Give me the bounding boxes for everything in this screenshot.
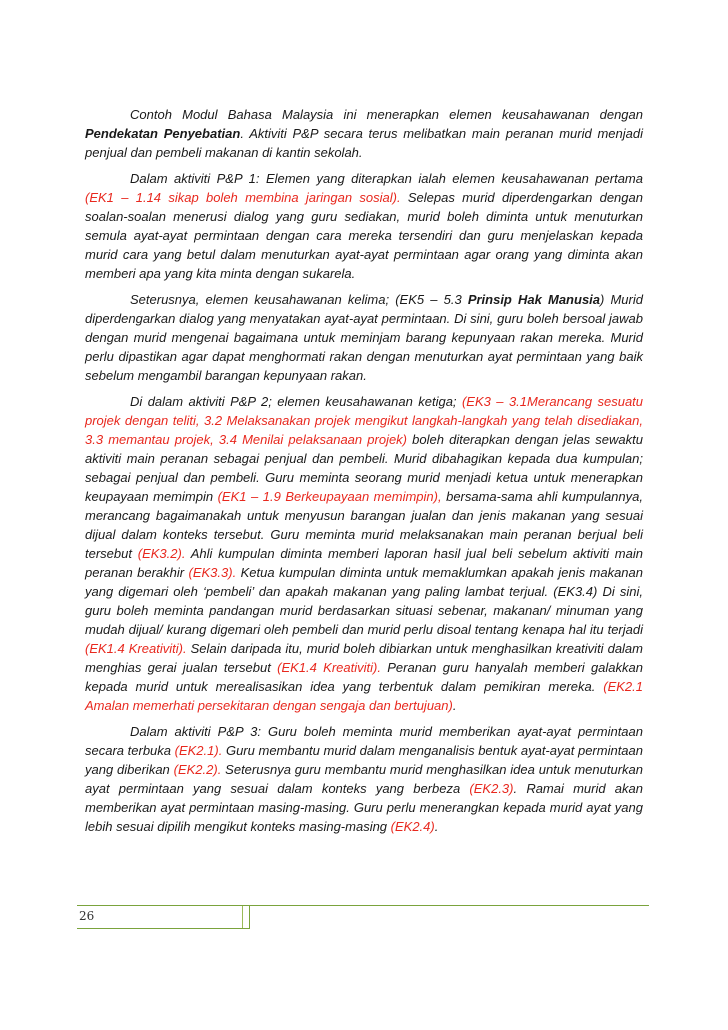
text-run: Selepas murid diperdengarkan dengan soalan-soalan menerusi dialog yang guru sediakan, murid boleh diminta untuk menuturkan semula ayat-ayat permintaan dengan cara mereka tersendiri dan guru menjelaskan kepada murid cara yang betul dalam menuturkan ayat-ayat permintaan agar orang yang diminta akan memberi apa yang kita minta dengan sukarela. (85, 190, 643, 281)
text-run: . Aktiviti P&P secara terus melibatkan main peranan murid menjadi penjual dan pembeli makanan di kantin sekolah. (85, 126, 643, 160)
bold-term: Prinsip Hak Manusia (467, 292, 601, 307)
text-run: Ketua kumpulan diminta untuk memaklumkan apakah jenis makanan yang digemari oleh ‘pembeli’ dan apakah makanan yang paling lambat terjual. (EK3.4) Di sini, guru boleh meminta pandangan murid berdasarkan situasi sebenar, makanan/ minuman yang mudah dijual/ kurang digemari oleh pembeli dan murid perlu disoal tentang kenapa hal itu terjadi (85, 565, 643, 637)
paragraph (85, 722, 643, 836)
highlighted-reference: (EK2.2). (173, 762, 222, 777)
paragraph (85, 290, 643, 385)
highlighted-reference: (EK1 – 1.14 sikap boleh membina jaringan sosial). (85, 190, 401, 205)
bold-term: Pendekatan Penyebatian (85, 126, 241, 141)
text-run: Selain daripada itu, murid boleh dibiarkan untuk menghasilkan kreativiti dalam menghias gerai jualan tersebut (85, 641, 643, 675)
text-run: Seterusnya guru membantu murid menghasilkan idea untuk menuturkan ayat permintaan yang sesuai dalam konteks yang berbeza (85, 762, 643, 796)
text-run: Dalam aktiviti P&P 3: Guru boleh meminta murid memberikan ayat-ayat permintaan secara terbuka (85, 724, 643, 758)
text-run: Seterusnya, elemen keusahawanan kelima; (EK5 – 5.3 (130, 292, 468, 307)
paragraph (85, 105, 643, 162)
text-run: . (452, 698, 457, 713)
highlighted-reference: (EK3.2). (137, 546, 186, 561)
text-run: . Ramai murid akan memberikan ayat permintaan masing-masing. Guru perlu menerangkan kepada murid ayat yang lebih sesuai dipilih mengikut konteks masing-masing (85, 781, 643, 834)
highlighted-reference: (EK2.4) (390, 819, 435, 834)
highlighted-reference: (EK1.4 Kreativiti). (85, 641, 187, 656)
highlighted-reference: (EK1 – 1.9 Berkeupayaan memimpin), (217, 489, 442, 504)
footer-page-box (77, 906, 250, 929)
text-run: . (434, 819, 439, 834)
paragraph (85, 169, 643, 283)
highlighted-reference: (EK2.1). (174, 743, 223, 758)
text-run: Guru membantu murid dalam menganalisis bentuk ayat-ayat permintaan yang diberikan (85, 743, 643, 777)
paragraph (85, 392, 643, 715)
highlighted-reference: (EK3.3). (188, 565, 237, 580)
highlighted-reference: (EK2.1 Amalan memerhati persekitaran dengan sengaja dan bertujuan) (85, 679, 643, 713)
highlighted-reference: (EK1.4 Kreativiti). (277, 660, 381, 675)
footer-page-box-inner (77, 906, 243, 928)
text-run: bersama-sama ahli kumpulannya, merancang bagaimanakah untuk menyusun barangan jualan dan jenis makanan yang sesuai dijual dalam konteks tersebut. Guru meminta murid melaksanakan main peranan berjual beli tersebut (85, 489, 643, 561)
text-run: Di dalam aktiviti P&P 2; elemen keusahawanan ketiga; (130, 394, 462, 409)
document-body (85, 105, 643, 843)
page-number: 26 (79, 909, 95, 923)
text-run: ) Murid diperdengarkan dialog yang menyatakan ayat-ayat permintaan. Di sini, guru boleh bersoal jawab dengan murid mengenai bagaimana untuk meminjam barang kepunyaan rakan mereka. Murid perlu dipastikan agar dapat menghormati rakan dengan menuturkan ayat permintaan yang baik sebelum mengambil barangan kepunyaan rakan. (85, 292, 643, 383)
highlighted-reference: (EK2.3) (469, 781, 514, 796)
text-run: boleh diterapkan dengan jelas sewaktu aktiviti main peranan sebagai penjual dan pembeli. Murid dibahagikan kepada dua kumpulan; sebagai penjual dan pembeli. Guru meminta seorang murid menjadi ketua untuk menerapkan keupayaan memimpin (85, 432, 643, 504)
text-run: Ahli kumpulan diminta memberi laporan hasil jual beli sebelum aktiviti main peranan berakhir (85, 546, 643, 580)
text-run: Dalam aktiviti P&P 1: Elemen yang diterapkan ialah elemen keusahawanan pertama (130, 171, 643, 186)
highlighted-reference: (EK3 – 3.1Merancang sesuatu projek dengan teliti, 3.2 Melaksanakan projek mengikut langkah-langkah yang telah disediakan, 3.3 memantau projek, 3.4 Menilai pelaksanaan projek) (85, 394, 644, 447)
text-run: Contoh Modul Bahasa Malaysia ini menerapkan elemen keusahawanan dengan (130, 107, 643, 122)
text-run: Peranan guru hanyalah memberi galakkan kepada murid untuk merealisasikan idea yang terbentuk dalam pemikiran mereka. (85, 660, 643, 694)
